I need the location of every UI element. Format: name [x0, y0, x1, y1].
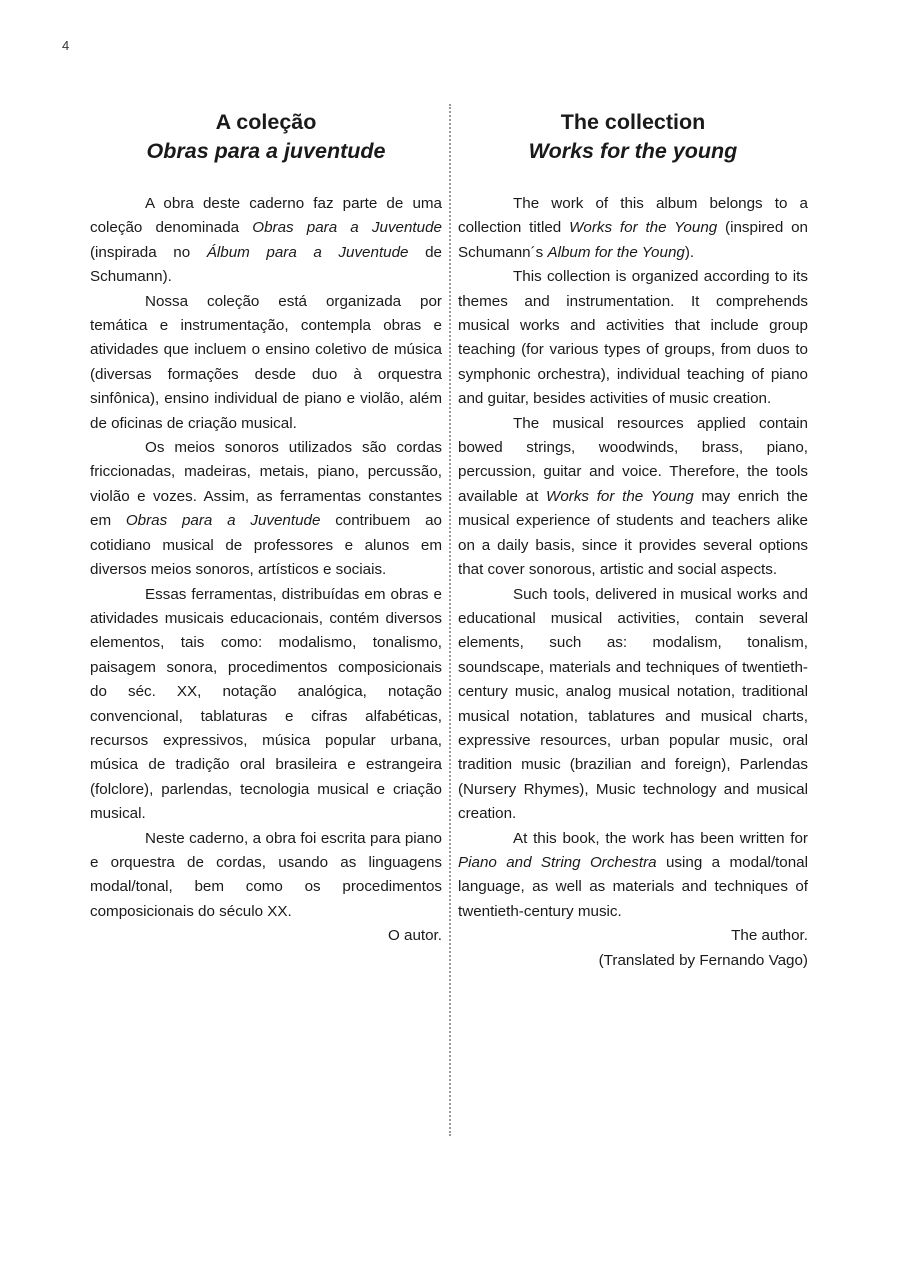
english-heading — [458, 108, 808, 166]
translator-credit: (Translated by Fernando Vago) — [598, 951, 808, 969]
paragraph — [458, 192, 808, 265]
portuguese-signature: O autor. — [387, 927, 442, 945]
english-body — [458, 192, 808, 924]
paragraph-text: may enrich the musical experience of students and teachers alike on a daily basis, since it provides several options that cover sonorous, artistic and social aspects. — [458, 487, 808, 579]
paragraph-text: de Schumann). — [90, 243, 442, 286]
italic-title-text: Álbum para a Juventude — [206, 243, 409, 261]
paragraph — [90, 827, 442, 925]
english-subtitle: Works for the young — [528, 139, 738, 163]
column-divider — [449, 104, 451, 1136]
paragraph-text: The musical resources applied contain bowed strings, woodwinds, brass, piano, percussion, guitar and voice. Therefore, the tools available at — [458, 414, 808, 505]
italic-title-text: Obras para a Juventude — [125, 512, 321, 530]
paragraph-text: Such tools, delivered in musical works and educational musical activities, contain several elements, such as: modalism, tonalism, soundscape, materials and techniques of twentieth-century music, analog musical notation, traditional musical notation, tablatures and musical charts, expressive resources, urban popular music, oral tradition music (brazilian and foreign), Parlendas (Nursery Rhymes), Music technology and musical creation. — [458, 585, 808, 823]
portuguese-body — [90, 192, 442, 924]
paragraph-text: At this book, the work has been written for — [513, 829, 808, 847]
paragraph-text: using a modal/tonal language, as well as materials and techniques of twentieth-century music. — [458, 853, 808, 920]
portuguese-title: A coleção — [215, 110, 317, 134]
paragraph — [90, 436, 442, 582]
page-number: 4 — [62, 38, 70, 53]
paragraph-text: This collection is organized according to its themes and instrumentation. It comprehends musical works and activities that include group teaching (for various types of groups, from duos to symphonic orchestra), individual teaching of piano and guitar, besides activities of music creation. — [458, 268, 808, 408]
paragraph — [458, 412, 808, 583]
paragraph-text: (inspired on Schumann´s — [458, 219, 809, 261]
paragraph-text: contribuem ao cotidiano musical de professores e alunos em diversos meios sonoros, artísticos e sociais. — [90, 512, 442, 579]
paragraph-text: The work of this album belongs to a collection titled — [458, 195, 808, 237]
paragraph-text: (inspirada no — [90, 243, 207, 261]
portuguese-subtitle: Obras para a juventude — [146, 139, 386, 163]
italic-title-text: Obras para a Juventude — [252, 219, 442, 237]
portuguese-column — [90, 108, 442, 949]
english-title: The collection — [560, 110, 706, 134]
portuguese-heading — [90, 108, 442, 166]
paragraph-text: Nossa coleção está organizada por temática e instrumentação, contempla obras e atividades que incluem o ensino coletivo de música (diversas formações desde duo à orquestra sinfônica), ensino individual de piano e violão, além de oficinas de criação musical. — [90, 292, 442, 432]
italic-title-text: Works for the Young — [569, 219, 718, 237]
paragraph — [458, 827, 808, 925]
paragraph-text: Essas ferramentas, distribuídas em obras e atividades musicais educacionais, contém diversos elementos, tais como: modalismo, tonalismo, paisagem sonora, procedimentos composicionais do séc. XX, notação analógica, notação convencional, tablaturas e cifras alfabéticas, recursos expressivos, música popular urbana, música de tradição oral brasileira e estrangeira (folclore), parlendas, tecnologia musical e criação musical. — [90, 585, 442, 823]
italic-title-text: Works for the Young — [546, 487, 694, 505]
english-column — [458, 108, 808, 973]
paragraph — [458, 583, 808, 827]
paragraph-text: A obra deste caderno faz parte de uma coleção denominada — [90, 195, 442, 237]
italic-title-text: Album for the Young — [547, 243, 685, 261]
paragraph — [90, 192, 442, 290]
paragraph-text: Neste caderno, a obra foi escrita para piano e orquestra de cordas, usando as linguagens modal/tonal, bem como os procedimentos composicionais do século XX. — [90, 829, 442, 920]
paragraph-text: ). — [684, 243, 695, 261]
italic-title-text: Piano and String Orchestra — [458, 853, 657, 871]
paragraph — [458, 265, 808, 411]
paragraph-text: Os meios sonoros utilizados são cordas friccionadas, madeiras, metais, piano, percussão, violão e vozes. Assim, as ferramentas constantes em — [90, 439, 442, 530]
english-signature: The author. — [731, 927, 808, 945]
paragraph — [90, 583, 442, 827]
paragraph — [90, 290, 442, 436]
